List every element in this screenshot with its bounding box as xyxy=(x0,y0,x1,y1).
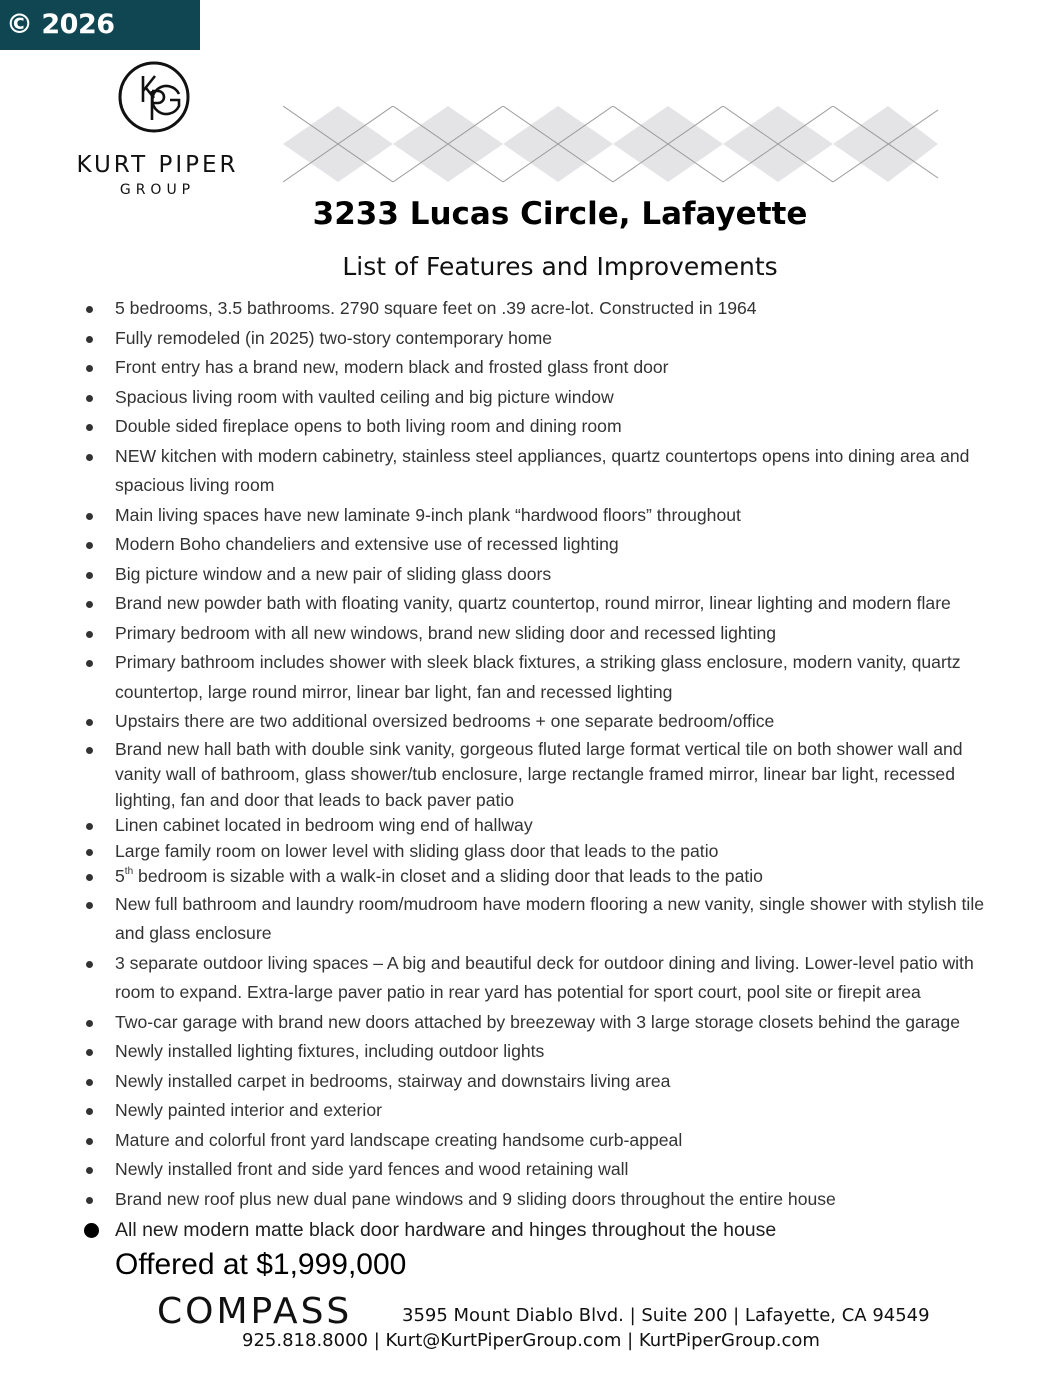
property-address-title: 3233 Lucas Circle, Lafayette xyxy=(312,196,808,232)
feature-item: All new modern matte black door hardware and hinges throughout the house xyxy=(82,1214,1002,1246)
kurt-piper-group-logo xyxy=(70,60,245,200)
feature-item: Upstairs there are two additional oversized bedrooms + one separate bedroom/office xyxy=(82,707,1002,737)
compass-logo xyxy=(157,1290,387,1330)
kpg-monogram-icon xyxy=(117,60,195,138)
feature-item: Primary bedroom with all new windows, brand new sliding door and recessed lighting xyxy=(82,619,1002,649)
contact-info: 925.818.8000 | Kurt@KurtPiperGroup.com | KurtPiperGroup.com xyxy=(242,1330,820,1351)
ordinal-number: 5 xyxy=(115,866,125,886)
logo-name: KURT PIPER xyxy=(76,152,239,178)
features-list xyxy=(82,294,1002,1246)
feature-item: Large family room on lower level with sliding glass door that leads to the patio xyxy=(82,839,1002,865)
feature-item: 3 separate outdoor living spaces – A big and beautiful deck for outdoor dining and living. Lower-level patio with room to expand. Extra-large paver patio in rear yard has potential for sport court, pool site or firepit area xyxy=(82,949,1002,1008)
feature-item: New full bathroom and laundry room/mudroom have modern flooring a new vanity, single shower with stylish tile and glass enclosure xyxy=(82,890,1002,949)
feature-item: Modern Boho chandeliers and extensive use of recessed lighting xyxy=(82,530,1002,560)
feature-item: Newly installed carpet in bedrooms, stairway and downstairs living area xyxy=(82,1067,1002,1097)
feature-item: Brand new hall bath with double sink vanity, gorgeous fluted large format vertical tile on both shower wall and vanity wall of bathroom, glass shower/tub enclosure, large rectangle framed mirror, linear bar light, recessed lighting, fan and door that leads to back paver patio xyxy=(82,737,1002,814)
office-address: 3595 Mount Diablo Blvd. | Suite 200 | Lafayette, CA 94549 xyxy=(402,1305,930,1326)
feature-item: Front entry has a brand new, modern black and frosted glass front door xyxy=(82,353,1002,383)
feature-item: Linen cabinet located in bedroom wing end of hallway xyxy=(82,813,1002,839)
feature-item: Brand new powder bath with floating vanity, quartz countertop, round mirror, linear lighting and modern flare xyxy=(82,589,1002,619)
feature-item: Brand new roof plus new dual pane windows and 9 sliding doors throughout the entire house xyxy=(82,1185,1002,1215)
feature-item: Big picture window and a new pair of sliding glass doors xyxy=(82,560,1002,590)
feature-item xyxy=(82,864,1002,890)
logo-subtitle: GROUP xyxy=(119,182,196,198)
ordinal-suffix: th xyxy=(124,866,134,877)
feature-item: Main living spaces have new laminate 9-inch plank “hardwood floors” throughout xyxy=(82,501,1002,531)
offer-price: Offered at $1,999,000 xyxy=(115,1248,407,1281)
compass-wordmark: COMPASS xyxy=(157,1291,353,1330)
feature-item: Two-car garage with brand new doors attached by breezeway with 3 large storage closets behind the garage xyxy=(82,1008,1002,1038)
feature-item: Spacious living room with vaulted ceiling and big picture window xyxy=(82,383,1002,413)
copyright-watermark: © 2026 CCAR xyxy=(0,0,200,50)
feature-item: 5 bedrooms, 3.5 bathrooms. 2790 square feet on .39 acre-lot. Constructed in 1964 xyxy=(82,294,1002,324)
feature-text: bedroom is sizable with a walk-in closet and a sliding door that leads to the patio xyxy=(133,866,763,886)
feature-item: Newly installed front and side yard fences and wood retaining wall xyxy=(82,1155,1002,1185)
feature-item: Newly painted interior and exterior xyxy=(82,1096,1002,1126)
argyle-pattern-banner xyxy=(283,106,943,186)
feature-item: Mature and colorful front yard landscape creating handsome curb-appeal xyxy=(82,1126,1002,1156)
feature-item: Double sided fireplace opens to both living room and dining room xyxy=(82,412,1002,442)
features-subtitle: List of Features and Improvements xyxy=(342,252,778,281)
feature-item: Primary bathroom includes shower with sleek black fixtures, a striking glass enclosure, modern vanity, quartz countertop, large round mirror, linear bar light, fan and recessed lighting xyxy=(82,648,1002,707)
feature-item: NEW kitchen with modern cabinetry, stainless steel appliances, quartz countertops opens into dining area and spacious living room xyxy=(82,442,1002,501)
feature-item: Newly installed lighting fixtures, including outdoor lights xyxy=(82,1037,1002,1067)
feature-item: Fully remodeled (in 2025) two-story contemporary home xyxy=(82,324,1002,354)
